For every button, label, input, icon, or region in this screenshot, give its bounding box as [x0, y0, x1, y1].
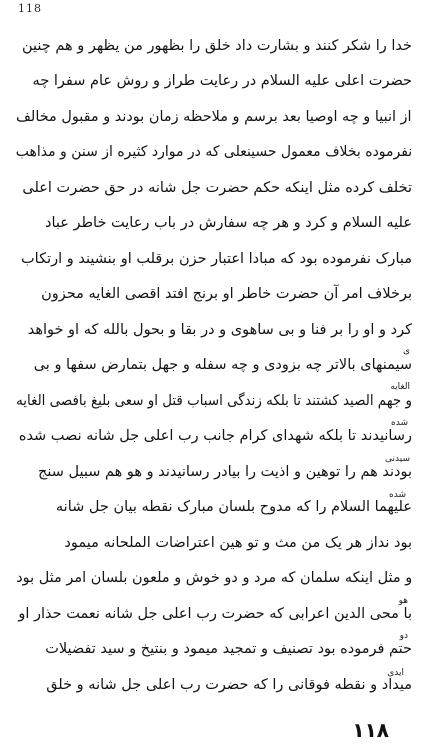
manuscript-line: خدا را شکر کنند و بشارت داد خلق را بظهور من یظهر و هم چنین [21, 38, 412, 54]
margin-note: هو [398, 596, 408, 606]
manuscript-line: رسانیدند تا بلکه شهدای کرام جانب رب اعلی جل شانه نصب شده [18, 428, 412, 444]
margin-note: ی [402, 346, 410, 356]
manuscript-line: علیه السلام و کرد و هر چه سفارش در باب رعایت خاطر عباد [44, 215, 412, 231]
margin-note: دو [399, 631, 408, 641]
manuscript-line: حضرت اعلی علیه السلام در رعایت طراز و روش عام سفرا چه [32, 73, 412, 89]
manuscript-line: میداد و نقطه فوقانی را که حضرت رب اعلی جل شانه و خلق [46, 677, 412, 693]
manuscript-line: کرد و او را بر فنا و بی ساهوی و در بقا و بحول بالله که او خواهد [27, 322, 412, 338]
manuscript-line: بود نداز هر یک من مث و تو هین اعتراضات الملحانه میمود [64, 535, 412, 551]
manuscript-line: نفرموده بخلاف معمول حسینعلی که در موارد کثیره از سنن و مذاهب [15, 144, 412, 160]
margin-note: سیدنی [385, 454, 410, 464]
margin-note: شده [389, 490, 406, 500]
manuscript-line: با محی الدین اعرابی که حضرت رب اعلی جل شانه نعمت حذار او [18, 606, 412, 622]
manuscript-line: از انبیا و چه اوصیا بعد برسم و ملاحظه زمان بودند و مقبول مخالف [16, 109, 412, 125]
manuscript-line: برخلاف امر آن حضرت خاطر او برنج افتد اقصی الغایه محزون [41, 286, 412, 302]
manuscript-line: بودند هم را توهین و اذیت را بیادر رسانیدند و هو هم سبیل سنج [38, 464, 412, 480]
manuscript-line: سیمنهای بالاتر چه بزودی و چه سفله و جهل بتمارض سفها و بی [33, 357, 412, 373]
manuscript-line: تخلف کرده مثل اینکه حکم حضرت جل شانه در حق حضرت اعلی [22, 180, 412, 196]
margin-note: شده [391, 418, 408, 428]
page-number: 118 [18, 2, 42, 15]
manuscript-line: و جهم الصید کشتند تا بلکه زندگی اسباب قتل او سعی بلیغ بافصی الغایه [16, 393, 412, 409]
manuscript-text [14, 18, 412, 708]
folio-number: ١١٨ [352, 718, 389, 742]
manuscript-line: حتم فرموده بود تصنیف و تمجید میمود و بنتیخ و سید تفضیلات [45, 641, 412, 657]
margin-note: الغایه [390, 382, 410, 392]
margin-note: ایدی [387, 668, 404, 678]
manuscript-line: علیهما السلام را که مدوح بلسان مبارک نقطه بیان جل شانه [55, 499, 412, 515]
manuscript-line: و مثل اینکه سلمان که مرد و دو خوش و ملعون بلسان امر مثل بود [15, 570, 412, 586]
manuscript-line: مبارک نفرموده بود که مبادا اعتبار حزن برقلب او بنشیند و ارتکاب [21, 251, 412, 267]
